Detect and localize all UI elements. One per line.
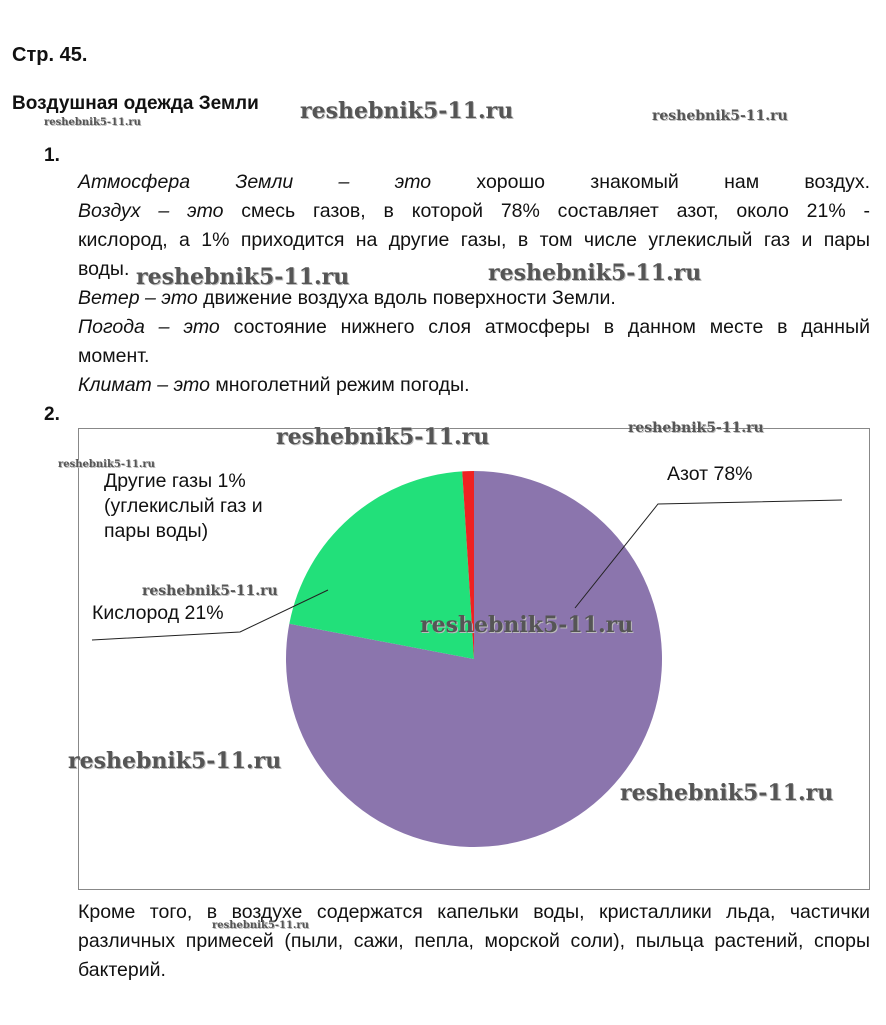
definition-text: воды. xyxy=(78,258,130,280)
term-climate: Климат – это xyxy=(78,374,210,396)
watermark: reshebnik5-11.ru xyxy=(212,920,309,931)
term-weather: Погода – это xyxy=(78,316,220,338)
watermark: reshebnik5-11.ru xyxy=(652,108,788,124)
term-air: Воздух – это xyxy=(78,200,224,222)
watermark: reshebnik5-11.ru xyxy=(276,424,490,450)
label-other-gases: Другие газы 1% (углекислый газ и пары воды) xyxy=(104,470,263,542)
term-atmosphere: Атмосфера Земли – это xyxy=(78,171,432,193)
bottom-paragraph: Кроме того, в воздухе содержатся капельки воды, кристаллики льда, частички различных примесей (пыли, сажи, пепла, морской соли), пыльца растений, споры бактерий. xyxy=(78,901,870,981)
task-2-number: 2. xyxy=(44,404,60,425)
definition-text: кислород, а 1% приходится на другие газы, в том числе углекислый газ и пары xyxy=(78,229,870,251)
watermark: reshebnik5-11.ru xyxy=(68,748,282,774)
watermark: reshebnik5-11.ru xyxy=(488,260,702,286)
watermark: reshebnik5-11.ru xyxy=(300,98,514,124)
definition-text: многолетний режим погоды. xyxy=(209,374,470,396)
watermark: reshebnik5-11.ru xyxy=(420,612,634,638)
label-oxygen: Кислород 21% xyxy=(92,602,224,624)
definition-text: состояние нижнего слоя атмосферы в данном месте в данный xyxy=(219,316,870,338)
watermark: reshebnik5-11.ru xyxy=(44,117,141,128)
watermark: reshebnik5-11.ru xyxy=(620,780,834,806)
watermark: reshebnik5-11.ru xyxy=(628,420,764,436)
watermark: reshebnik5-11.ru xyxy=(136,264,350,290)
task-1-number: 1. xyxy=(44,145,60,166)
section-title: Воздушная одежда Земли xyxy=(12,93,259,114)
label-nitrogen: Азот 78% xyxy=(667,463,753,485)
page-number: Стр. 45. xyxy=(12,44,88,66)
term-wind: Ветер – это xyxy=(78,287,198,309)
watermark: reshebnik5-11.ru xyxy=(142,583,278,599)
definition-text: момент. xyxy=(78,345,150,367)
definition-text: хорошо знакомый нам воздух. xyxy=(431,171,870,193)
definition-text: смесь газов, в которой 78% составляет азот, около 21% - xyxy=(223,200,870,222)
definition-text: движение воздуха вдоль поверхности Земли. xyxy=(197,287,616,309)
watermark: reshebnik5-11.ru xyxy=(58,459,155,470)
